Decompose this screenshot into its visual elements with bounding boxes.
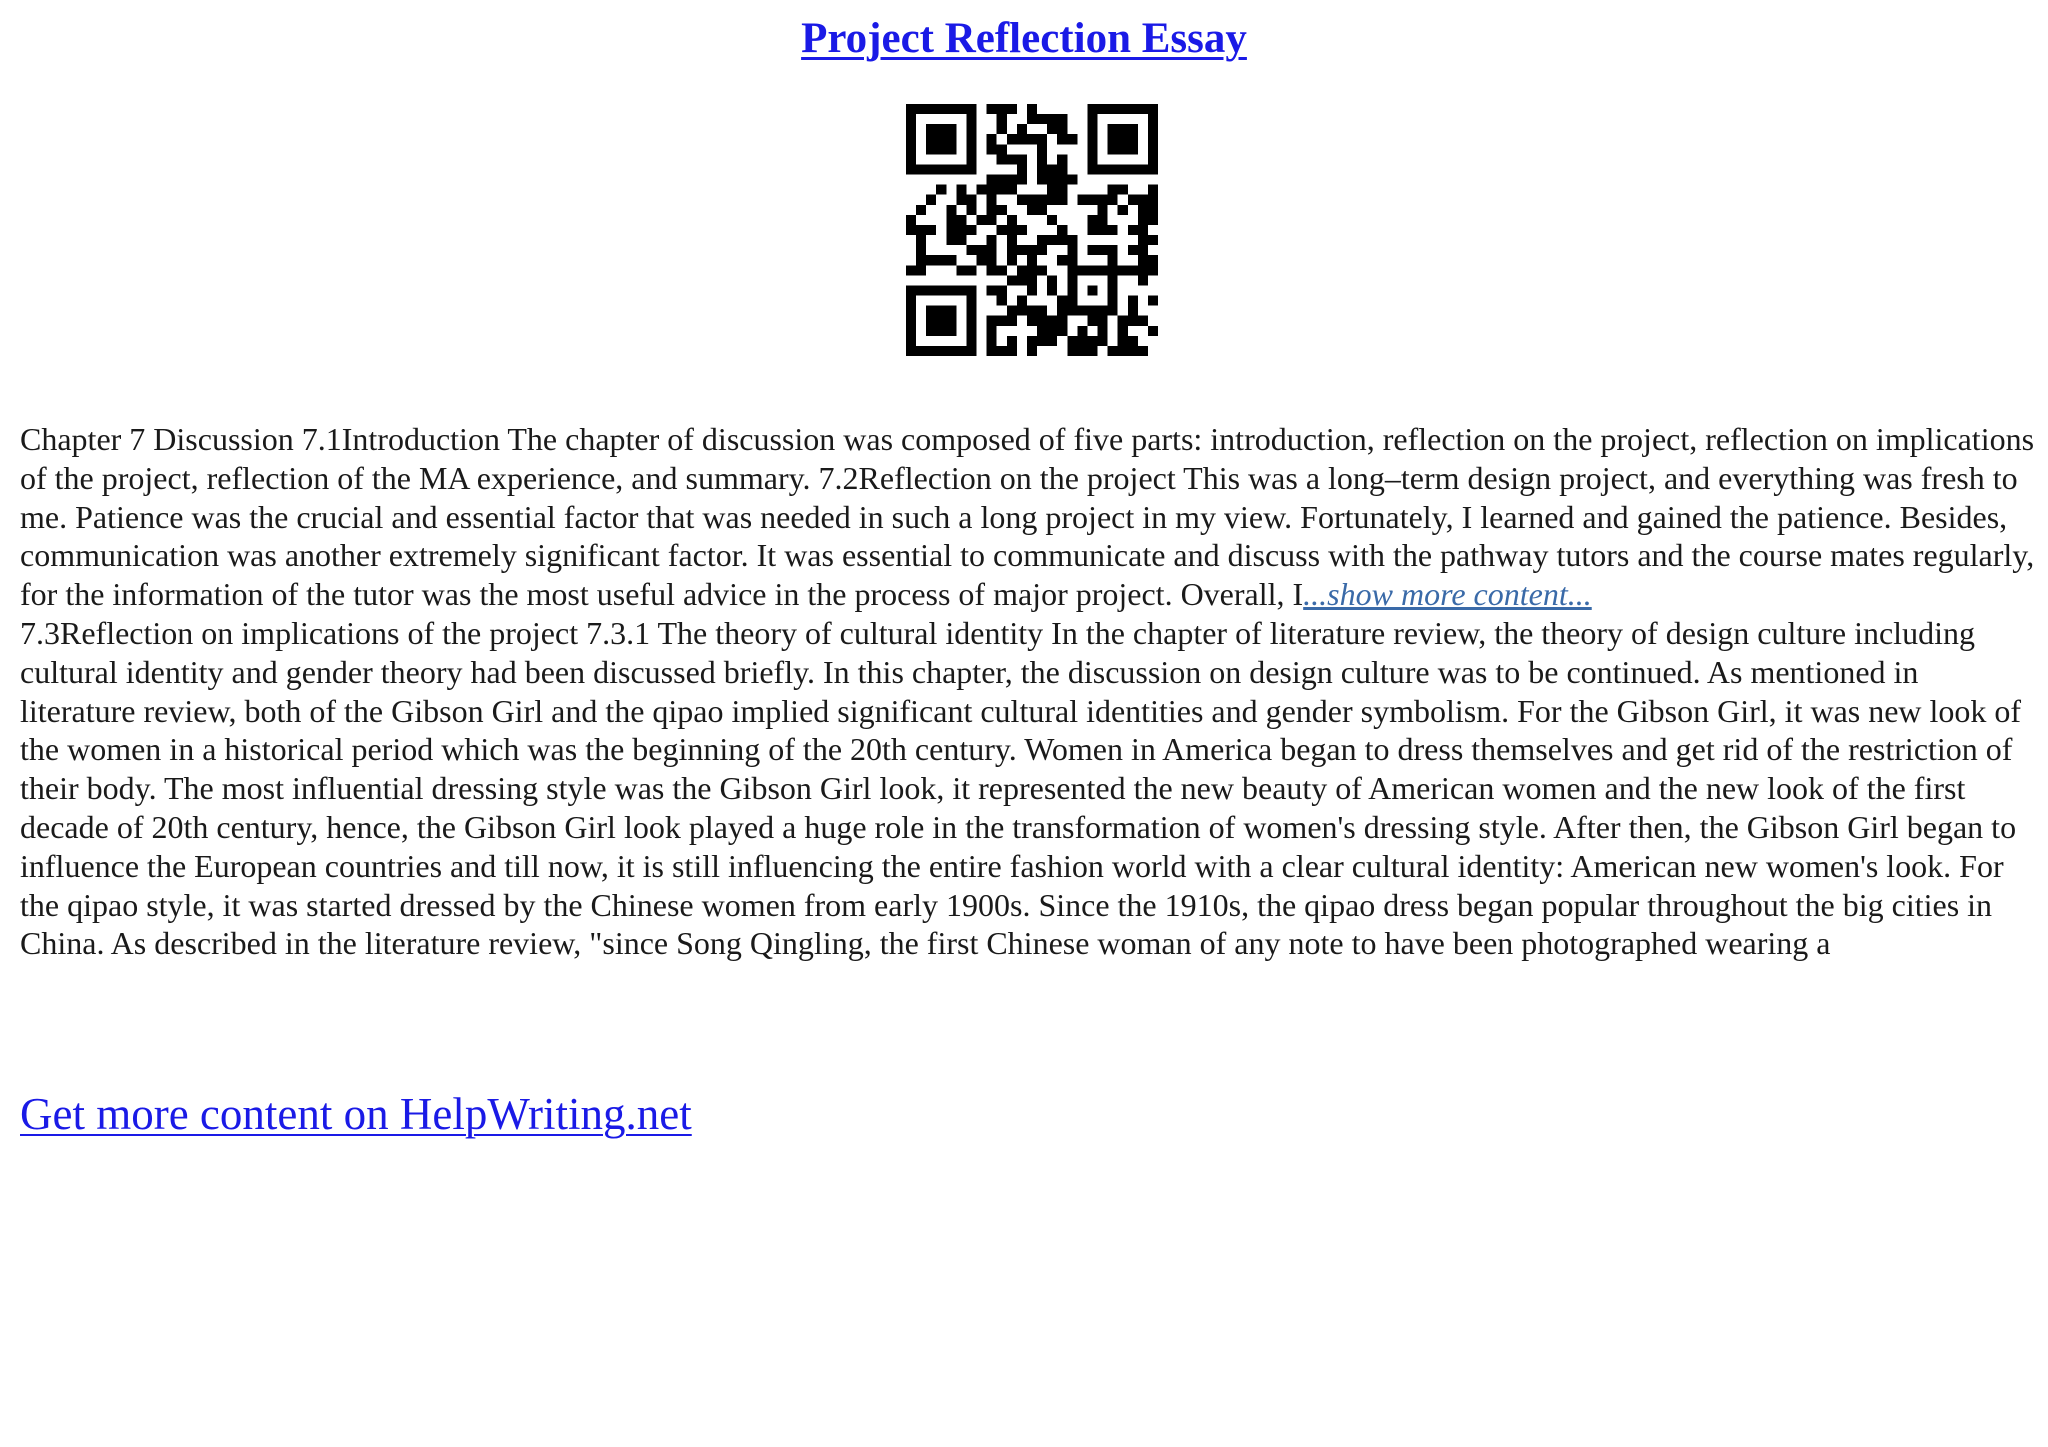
paragraph-1-text: Chapter 7 Discussion 7.1Introduction The chapter of discussion was composed of five parts: introduction, reflection on the project, reflection on implications of the project, reflection of the MA experience, and summary. 7.2Reflection on the project This was a long–term design project, and everything was fresh to me. Patience was the crucial and essential factor that was needed in such a long project in my view. Fortunately, I learned and gained the patience. Besides, communication was another extremely significant factor. It was essential to communicate and discuss with the pathway tutors and the course mates regularly, for the information of the tutor was the most useful advice in the process of major project. Overall, I (20, 421, 2035, 613)
essay-paragraph-1 (20, 420, 2035, 614)
show-more-link[interactable]: ...show more content... (1303, 576, 1592, 613)
get-more-content-link[interactable]: Get more content on HelpWriting.net (20, 1089, 692, 1139)
essay-body (20, 420, 2035, 963)
title-container (0, 14, 2048, 63)
page-title-link[interactable]: Project Reflection Essay (801, 15, 1247, 62)
qr-code-icon (906, 104, 1158, 356)
essay-paragraph-2: 7.3Reflection on implications of the project 7.3.1 The theory of cultural identity In the chapter of literature review, the theory of design culture including cultural identity and gender theory had been discussed briefly. In this chapter, the discussion on design culture was to be continued. As mentioned in literature review, both of the Gibson Girl and the qipao implied significant cultural identities and gender symbolism. For the Gibson Girl, it was new look of the women in a historical period which was the beginning of the 20th century. Women in America began to dress themselves and get rid of the restriction of their body. The most influential dressing style was the Gibson Girl look, it represented the new beauty of American women and the new look of the first decade of 20th century, hence, the Gibson Girl look played a huge role in the transformation of women's dressing style. After then, the Gibson Girl began to influence the European countries and till now, it is still influencing the entire fashion world with a clear cultural identity: American new women's look. For the qipao style, it was started dressed by the Chinese women from early 1900s. Since the 1910s, the qipao dress began popular throughout the big cities in China. As described in the literature review, "since Song Qingling, the first Chinese woman of any note to have been photographed wearing a (20, 614, 2022, 962)
